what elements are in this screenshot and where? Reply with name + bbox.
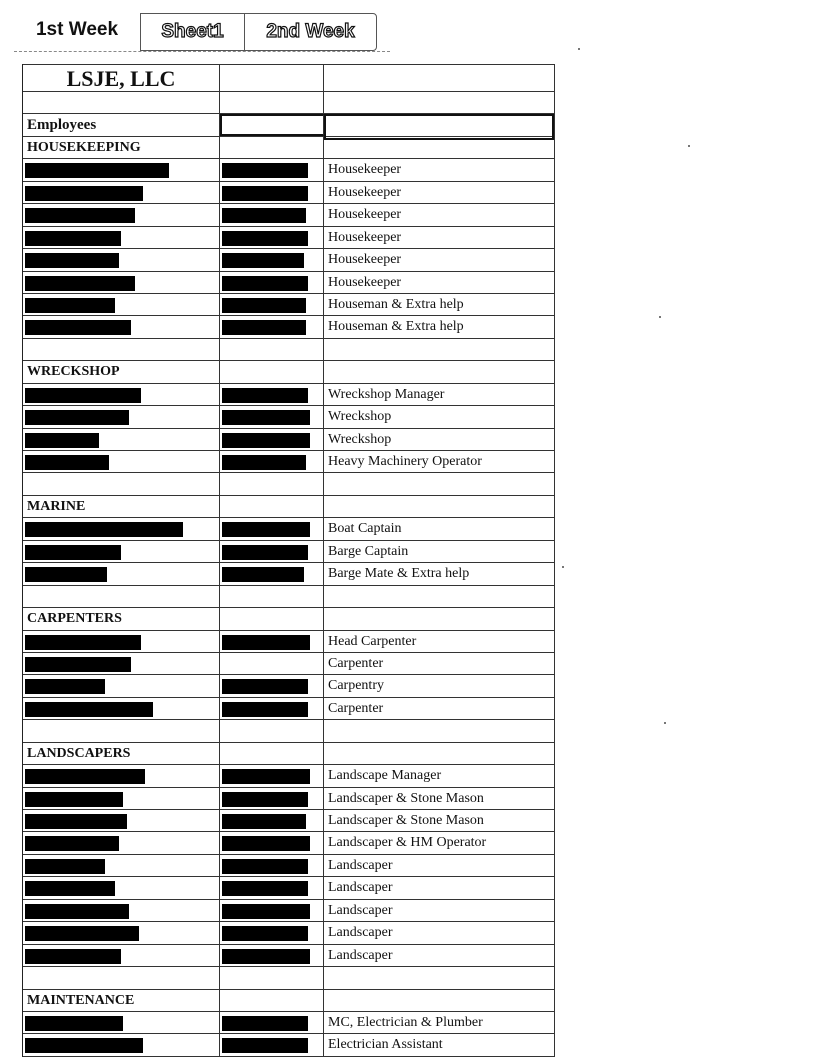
section-header-row — [23, 496, 555, 518]
job-title: Housekeeper — [328, 229, 402, 245]
job-title: Houseman & Extra help — [328, 296, 464, 312]
redacted-employee-id — [222, 881, 308, 896]
section-title: MAINTENANCE — [27, 992, 135, 1008]
employee-row — [23, 272, 555, 294]
redacted-employee-id — [222, 769, 310, 784]
job-title: Carpenter — [328, 655, 384, 671]
redacted-employee-name — [25, 253, 119, 268]
scan-speck — [688, 145, 690, 147]
redacted-employee-id — [222, 635, 310, 650]
redacted-employee-name — [25, 208, 135, 223]
redacted-employee-name — [25, 679, 105, 694]
scan-speck — [664, 722, 666, 724]
blank-row — [23, 720, 555, 742]
job-title: Carpentry — [328, 678, 384, 694]
redacted-employee-id — [222, 859, 308, 874]
redacted-employee-name — [25, 1038, 143, 1053]
section-header-row — [23, 743, 555, 765]
redacted-employee-name — [25, 545, 121, 560]
redacted-employee-name — [25, 926, 139, 941]
employee-row — [23, 159, 555, 181]
job-title: Landscaper — [328, 880, 393, 896]
employee-row — [23, 922, 555, 944]
employee-row — [23, 563, 555, 585]
redacted-employee-name — [25, 904, 129, 919]
redacted-employee-id — [222, 702, 308, 717]
company-title-row — [23, 64, 555, 92]
employee-row — [23, 1012, 555, 1034]
employee-row — [23, 541, 555, 563]
blank-row — [23, 586, 555, 608]
job-title: Landscaper & HM Operator — [328, 835, 487, 851]
employee-row — [23, 518, 555, 540]
redacted-employee-id — [222, 298, 306, 313]
sheet-tab-bar — [14, 10, 394, 54]
employee-row — [23, 429, 555, 451]
redacted-employee-id — [222, 163, 308, 178]
scan-speck — [659, 316, 661, 318]
job-title: Landscape Manager — [328, 768, 442, 784]
job-title: Landscaper — [328, 902, 393, 918]
job-title: Landscaper — [328, 857, 393, 873]
redacted-employee-name — [25, 814, 127, 829]
redacted-employee-name — [25, 320, 131, 335]
employee-row — [23, 698, 555, 720]
section-header-row — [23, 361, 555, 383]
section-header-row — [23, 990, 555, 1012]
redacted-employee-name — [25, 455, 109, 470]
job-title: Boat Captain — [328, 521, 402, 537]
employee-row — [23, 294, 555, 316]
employee-row — [23, 182, 555, 204]
redacted-employee-id — [222, 231, 308, 246]
redacted-employee-id — [222, 186, 308, 201]
redacted-employee-name — [25, 792, 123, 807]
job-title: Houseman & Extra help — [328, 319, 464, 335]
scan-speck — [578, 48, 580, 50]
job-title: Carpenter — [328, 700, 384, 716]
redacted-employee-id — [222, 388, 308, 403]
employee-row — [23, 1034, 555, 1056]
job-title: Landscaper & Stone Mason — [328, 813, 484, 828]
job-title: Housekeeper — [328, 162, 402, 178]
redacted-employee-name — [25, 567, 107, 582]
redacted-employee-name — [25, 1016, 123, 1031]
company-name: LSJE, LLC — [66, 66, 176, 91]
employee-row — [23, 249, 555, 271]
redacted-employee-id — [222, 926, 308, 941]
redacted-employee-name — [25, 163, 169, 178]
redacted-employee-name — [25, 186, 143, 201]
redacted-employee-id — [222, 1016, 308, 1031]
redacted-employee-id — [222, 814, 306, 829]
blank-row — [23, 473, 555, 495]
section-title: HOUSEKEEPING — [27, 139, 141, 155]
employee-row — [23, 406, 555, 428]
redacted-employee-id — [222, 253, 304, 268]
job-title: Wreckshop — [328, 431, 392, 447]
blank-row — [23, 339, 555, 361]
redacted-employee-id — [222, 567, 304, 582]
tab-1st-week[interactable]: 1st Week — [35, 19, 119, 40]
redacted-employee-id — [222, 949, 310, 964]
section-title: MARINE — [27, 498, 86, 514]
blank-row — [23, 967, 555, 989]
tab-divider — [14, 51, 390, 52]
redacted-employee-name — [25, 635, 141, 650]
redacted-employee-id — [222, 1038, 308, 1053]
redacted-employee-name — [25, 522, 183, 537]
job-title: Housekeeper — [328, 252, 402, 268]
redacted-employee-id — [222, 679, 308, 694]
tab-sheet1[interactable]: Sheet1 — [140, 13, 244, 51]
redacted-employee-id — [222, 522, 310, 537]
redacted-employee-name — [25, 298, 115, 313]
redacted-employee-name — [25, 836, 119, 851]
employee-row — [23, 832, 555, 854]
redacted-employee-id — [222, 904, 310, 919]
redacted-employee-name — [25, 702, 153, 717]
redacted-employee-id — [222, 276, 308, 291]
job-title: Housekeeper — [328, 274, 402, 290]
section-header-row — [23, 608, 555, 630]
employee-row — [23, 675, 555, 697]
company-title-cell — [23, 65, 220, 91]
blank-row — [23, 92, 555, 114]
redacted-employee-name — [25, 388, 141, 403]
section-title: LANDSCAPERS — [27, 745, 131, 761]
redacted-employee-name — [25, 657, 131, 672]
job-title: Barge Mate & Extra help — [328, 566, 470, 582]
job-title: Wreckshop Manager — [328, 386, 445, 402]
employee-row — [23, 204, 555, 226]
employees-header-row — [23, 114, 555, 136]
section-title: CARPENTERS — [27, 611, 122, 627]
scan-speck — [562, 566, 564, 568]
section-title: WRECKSHOP — [27, 364, 120, 380]
section-header-row — [23, 137, 555, 159]
redacted-employee-name — [25, 949, 121, 964]
employee-row — [23, 653, 555, 675]
employee-row — [23, 945, 555, 967]
employee-row — [23, 316, 555, 338]
redacted-employee-name — [25, 231, 121, 246]
job-title: Heavy Machinery Operator — [328, 454, 482, 469]
redacted-employee-name — [25, 859, 105, 874]
employee-row — [23, 855, 555, 877]
job-title: Head Carpenter — [328, 633, 417, 649]
redacted-employee-id — [222, 410, 310, 425]
tab-2nd-week[interactable]: 2nd Week — [244, 13, 377, 51]
employee-row — [23, 810, 555, 832]
employee-row — [23, 384, 555, 406]
redacted-employee-name — [25, 433, 99, 448]
redacted-employee-id — [222, 836, 310, 851]
employee-row — [23, 631, 555, 653]
employee-row — [23, 227, 555, 249]
redacted-employee-id — [222, 545, 308, 560]
job-title: MC, Electrician & Plumber — [328, 1014, 483, 1030]
redacted-employee-id — [222, 320, 306, 335]
job-title: Barge Captain — [328, 543, 409, 559]
redacted-employee-name — [25, 410, 129, 425]
redacted-employee-id — [222, 433, 310, 448]
employee-row — [23, 877, 555, 899]
redacted-employee-name — [25, 769, 145, 784]
employee-row — [23, 765, 555, 787]
redacted-employee-name — [25, 276, 135, 291]
employee-roster-table — [22, 64, 555, 1057]
job-title: Landscaper — [328, 947, 393, 963]
employee-row — [23, 788, 555, 810]
job-title: Landscaper & Stone Mason — [328, 790, 484, 806]
employees-label: Employees — [27, 117, 97, 134]
redacted-employee-id — [222, 455, 306, 470]
job-title: Housekeeper — [328, 184, 402, 200]
redacted-employee-id — [222, 208, 306, 223]
redacted-employee-name — [25, 881, 115, 896]
job-title: Landscaper — [328, 925, 393, 941]
employee-row — [23, 451, 555, 473]
job-title: Electrician Assistant — [328, 1037, 443, 1053]
employee-row — [23, 900, 555, 922]
job-title: Wreckshop — [328, 409, 392, 425]
job-title: Housekeeper — [328, 207, 402, 223]
redacted-employee-id — [222, 792, 308, 807]
